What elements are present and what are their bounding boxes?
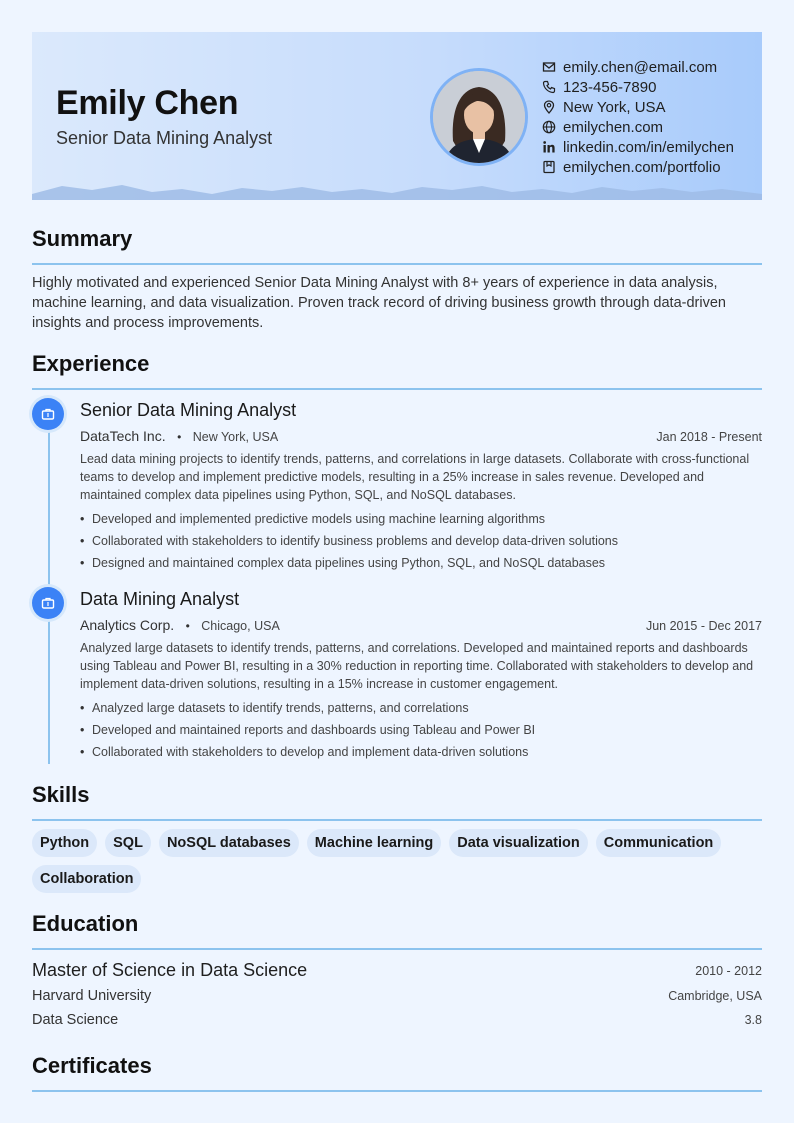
job-title: Senior Data Mining Analyst xyxy=(80,400,297,420)
contact-website-text: emilychen.com xyxy=(563,118,664,136)
summary-divider xyxy=(32,263,762,265)
job-marker-2 xyxy=(32,587,64,619)
education-school-row xyxy=(32,988,762,1004)
contact-phone[interactable] xyxy=(542,77,734,97)
job-bullets xyxy=(80,697,762,763)
location-pin-icon xyxy=(542,100,556,114)
summary-text: Highly motivated and experienced Senior Data Mining Analyst with 8+ years of experience in data analysis, machine learning, and data visualization. Proven track record of driving business growth through data-driven insights and process improvements. xyxy=(32,275,726,331)
skills-list xyxy=(32,829,762,893)
phone-icon xyxy=(542,80,556,94)
contact-list xyxy=(542,57,734,177)
experience-divider xyxy=(32,388,762,390)
candidate-name: Emily Chen xyxy=(56,84,239,122)
profile-photo xyxy=(430,68,528,166)
resume-header xyxy=(32,32,762,200)
contact-linkedin[interactable] xyxy=(542,137,734,157)
education-divider xyxy=(32,948,762,950)
education-field: Data Science xyxy=(32,1012,119,1028)
education-location: Cambridge, USA xyxy=(668,989,762,1003)
skills-divider xyxy=(32,819,762,821)
job-bullet: • Analyzed large datasets to identify trends, patterns, and correlations xyxy=(80,697,762,719)
summary-heading: Summary xyxy=(32,226,133,251)
job-description: Analyzed large datasets to identify trends, patterns, and correlations. Developed and maintained reports and dashboards using Tableau and Power BI, resulting in a 30% reduction in reporting time. Collaborated with stakeholders to develop and implement data-driven solutions, resulting in a 15% increase in customer engagement. xyxy=(80,641,754,691)
skills-heading: Skills xyxy=(32,782,90,807)
skill-chip: Data visualization xyxy=(449,829,587,857)
education-heading: Education xyxy=(32,911,139,936)
job-dates: Jan 2018 - Present xyxy=(656,430,762,444)
contact-portfolio[interactable] xyxy=(542,157,734,177)
job-bullet: • Developed and maintained reports and dashboards using Tableau and Power BI xyxy=(80,719,762,741)
job-bullets xyxy=(80,508,762,574)
skill-chip: Machine learning xyxy=(307,829,441,857)
job-bullet: • Collaborated with stakeholders to identify business problems and develop data-driven solutions xyxy=(80,530,762,552)
candidate-role: Senior Data Mining Analyst xyxy=(56,128,273,148)
education-degree-row xyxy=(32,960,762,981)
contact-email[interactable] xyxy=(542,57,734,77)
job-entry: Senior Data Mining Analyst DataTech Inc. • New York, USA Jan 2018 - Present Lead data mining projects to identify trends, patterns, and correlations in large datasets. Collaborate with cross-functional teams to develop and implement predictive models, resulting in a 25% increase in sales revenue. Developed and maintained complex data pipelines using Python, SQL, and NoSQL databases. • Developed and implemented predictive models using machine learning algorithms • Collaborated with stakeholders to identify business problems and develop data-driven solutions • Designed and maintained complex data pipelines using Python, SQL, and NoSQL databases xyxy=(80,400,762,574)
contact-phone-text: 123-456-7890 xyxy=(563,78,657,96)
job-description: Lead data mining projects to identify trends, patterns, and correlations in large datasets. Collaborate with cross-functional teams to develop and implement predictive models, resulting in a 25% increase in sales revenue. Developed and maintained complex data pipelines using Python, SQL, and NoSQL databases. xyxy=(80,452,750,502)
mail-icon xyxy=(542,60,556,74)
experience-heading: Experience xyxy=(32,351,150,376)
header-mountain-decoration xyxy=(32,180,762,200)
skill-chip: SQL xyxy=(105,829,151,857)
education-field-row xyxy=(32,1012,762,1028)
globe-icon xyxy=(542,120,556,134)
education-dates: 2010 - 2012 xyxy=(695,963,762,978)
job-title: Data Mining Analyst xyxy=(80,589,240,609)
job-company: Analytics Corp. xyxy=(80,617,175,633)
contact-location xyxy=(542,97,734,117)
contact-location-text: New York, USA xyxy=(563,98,666,116)
job-location: Chicago, USA xyxy=(201,619,280,633)
education-gpa: 3.8 xyxy=(744,1013,762,1027)
skill-chip: Communication xyxy=(596,829,722,857)
job-dates: Jun 2015 - Dec 2017 xyxy=(645,619,762,633)
linkedin-icon xyxy=(542,140,556,154)
job-entry: Data Mining Analyst Analytics Corp. • Chicago, USA Jun 2015 - Dec 2017 Analyzed large datasets to identify trends, patterns, and correlations. Developed and maintained reports and dashboards using Tableau and Power BI, resulting in a 30% reduction in reporting time. Collaborated with stakeholders to develop and implement data-driven solutions, resulting in a 15% increase in customer engagement. • Analyzed large datasets to identify trends, patterns, and correlations • Developed and maintained reports and dashboards using Tableau and Power BI • Collaborated with stakeholders to develop and implement data-driven solutions xyxy=(80,589,762,763)
briefcase-icon xyxy=(41,407,55,421)
job-marker-1 xyxy=(32,398,64,430)
education-school: Harvard University xyxy=(32,988,152,1004)
portfolio-icon xyxy=(542,160,556,174)
certificates-heading: Certificates xyxy=(32,1053,152,1078)
skill-chip: NoSQL databases xyxy=(159,829,299,857)
job-company: DataTech Inc. xyxy=(80,428,166,444)
job-bullet: • Collaborated with stakeholders to develop and implement data-driven solutions xyxy=(80,741,762,763)
certificates-divider xyxy=(32,1090,762,1092)
contact-linkedin-text: linkedin.com/in/emilychen xyxy=(563,138,734,156)
job-bullet: • Developed and implemented predictive models using machine learning algorithms xyxy=(80,508,762,530)
job-bullet: • Designed and maintained complex data pipelines using Python, SQL, and NoSQL databases xyxy=(80,552,762,574)
contact-website[interactable] xyxy=(542,117,734,137)
contact-portfolio-text: emilychen.com/portfolio xyxy=(563,158,721,176)
job-location: New York, USA xyxy=(192,430,279,444)
skill-chip: Collaboration xyxy=(32,865,141,893)
skill-chip: Python xyxy=(32,829,97,857)
briefcase-icon xyxy=(41,596,55,610)
contact-email-text: emily.chen@email.com xyxy=(563,58,718,76)
education-degree: Master of Science in Data Science xyxy=(32,960,308,980)
